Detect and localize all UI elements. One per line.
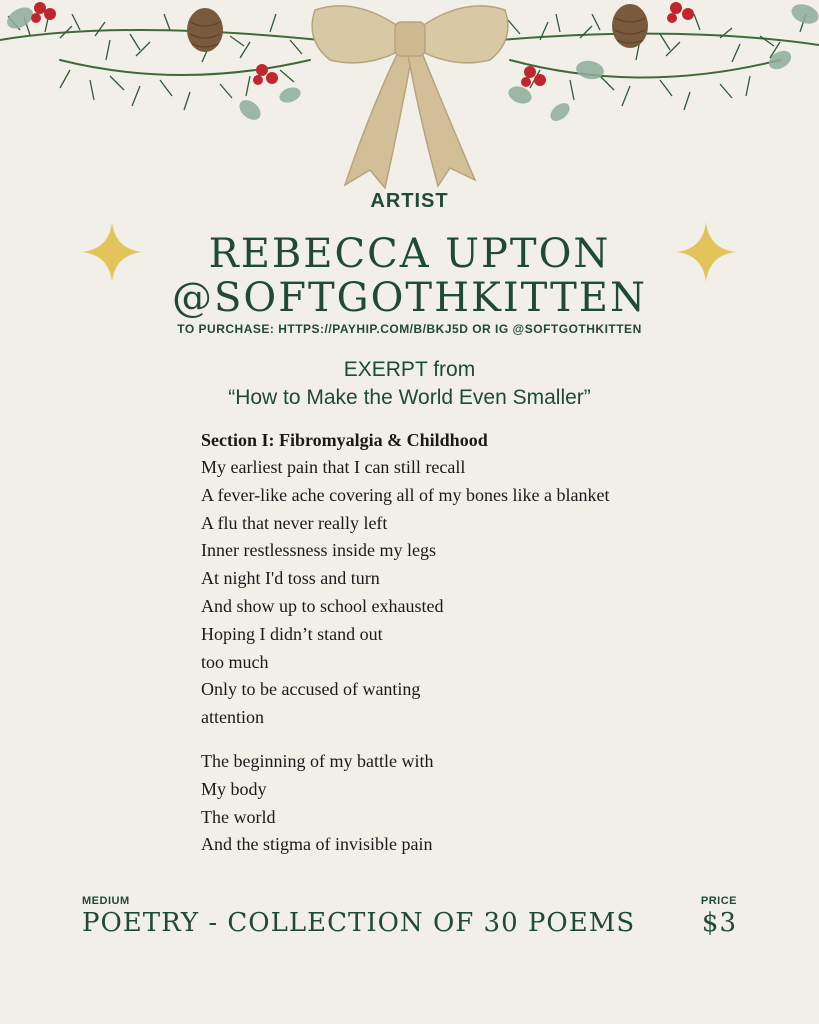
purchase-info: TO PURCHASE: HTTPS://PAYHIP.COM/B/BKJ5D OR IG @SOFTGOTHKITTEN <box>177 322 642 336</box>
poem-section-title: Section I: Fibromyalgia & Childhood <box>201 430 488 450</box>
poem-line: attention <box>201 707 264 728</box>
poem-line: A flu that never really left <box>201 512 388 533</box>
price-value: $3 <box>701 908 737 938</box>
excerpt-line1: EXERPT from <box>343 358 476 381</box>
poem-line: And the stigma of invisible pain <box>201 834 433 855</box>
price-label: PRICE <box>700 895 737 907</box>
poem-text <box>201 426 761 859</box>
poem-line: too much <box>201 651 269 672</box>
excerpt-heading <box>0 356 819 412</box>
medium-label: MEDIUM <box>82 895 130 907</box>
artist-handle: @SOFTGOTHKITTEN <box>172 275 647 321</box>
medium-value: POETRY - COLLECTION OF 30 POEMS <box>82 908 636 938</box>
bow-icon <box>312 6 508 188</box>
artist-name-line1: REBECCA UPTON <box>208 231 611 277</box>
poem-line: A fever-like ache covering all of my bones like a blanket <box>201 484 610 505</box>
excerpt-title: “How to Make the World Even Smaller” <box>228 386 591 409</box>
poem-line: Inner restlessness inside my legs <box>201 540 436 561</box>
poem-line: The beginning of my battle with <box>201 750 434 771</box>
poem-line: Only to be accused of wanting <box>201 679 421 700</box>
stanza-gap <box>201 732 761 748</box>
poem-line: My earliest pain that I can still recall <box>201 457 466 477</box>
artist-name <box>0 232 819 320</box>
poem-line: At night I'd toss and turn <box>201 568 380 589</box>
garland-icon <box>0 0 819 200</box>
poem-line: The world <box>201 806 276 827</box>
poem-line: And show up to school exhausted <box>201 595 444 616</box>
poem-line: Hoping I didn’t stand out <box>201 623 383 644</box>
poem-line: My body <box>201 778 267 799</box>
artist-label: ARTIST <box>370 190 449 212</box>
